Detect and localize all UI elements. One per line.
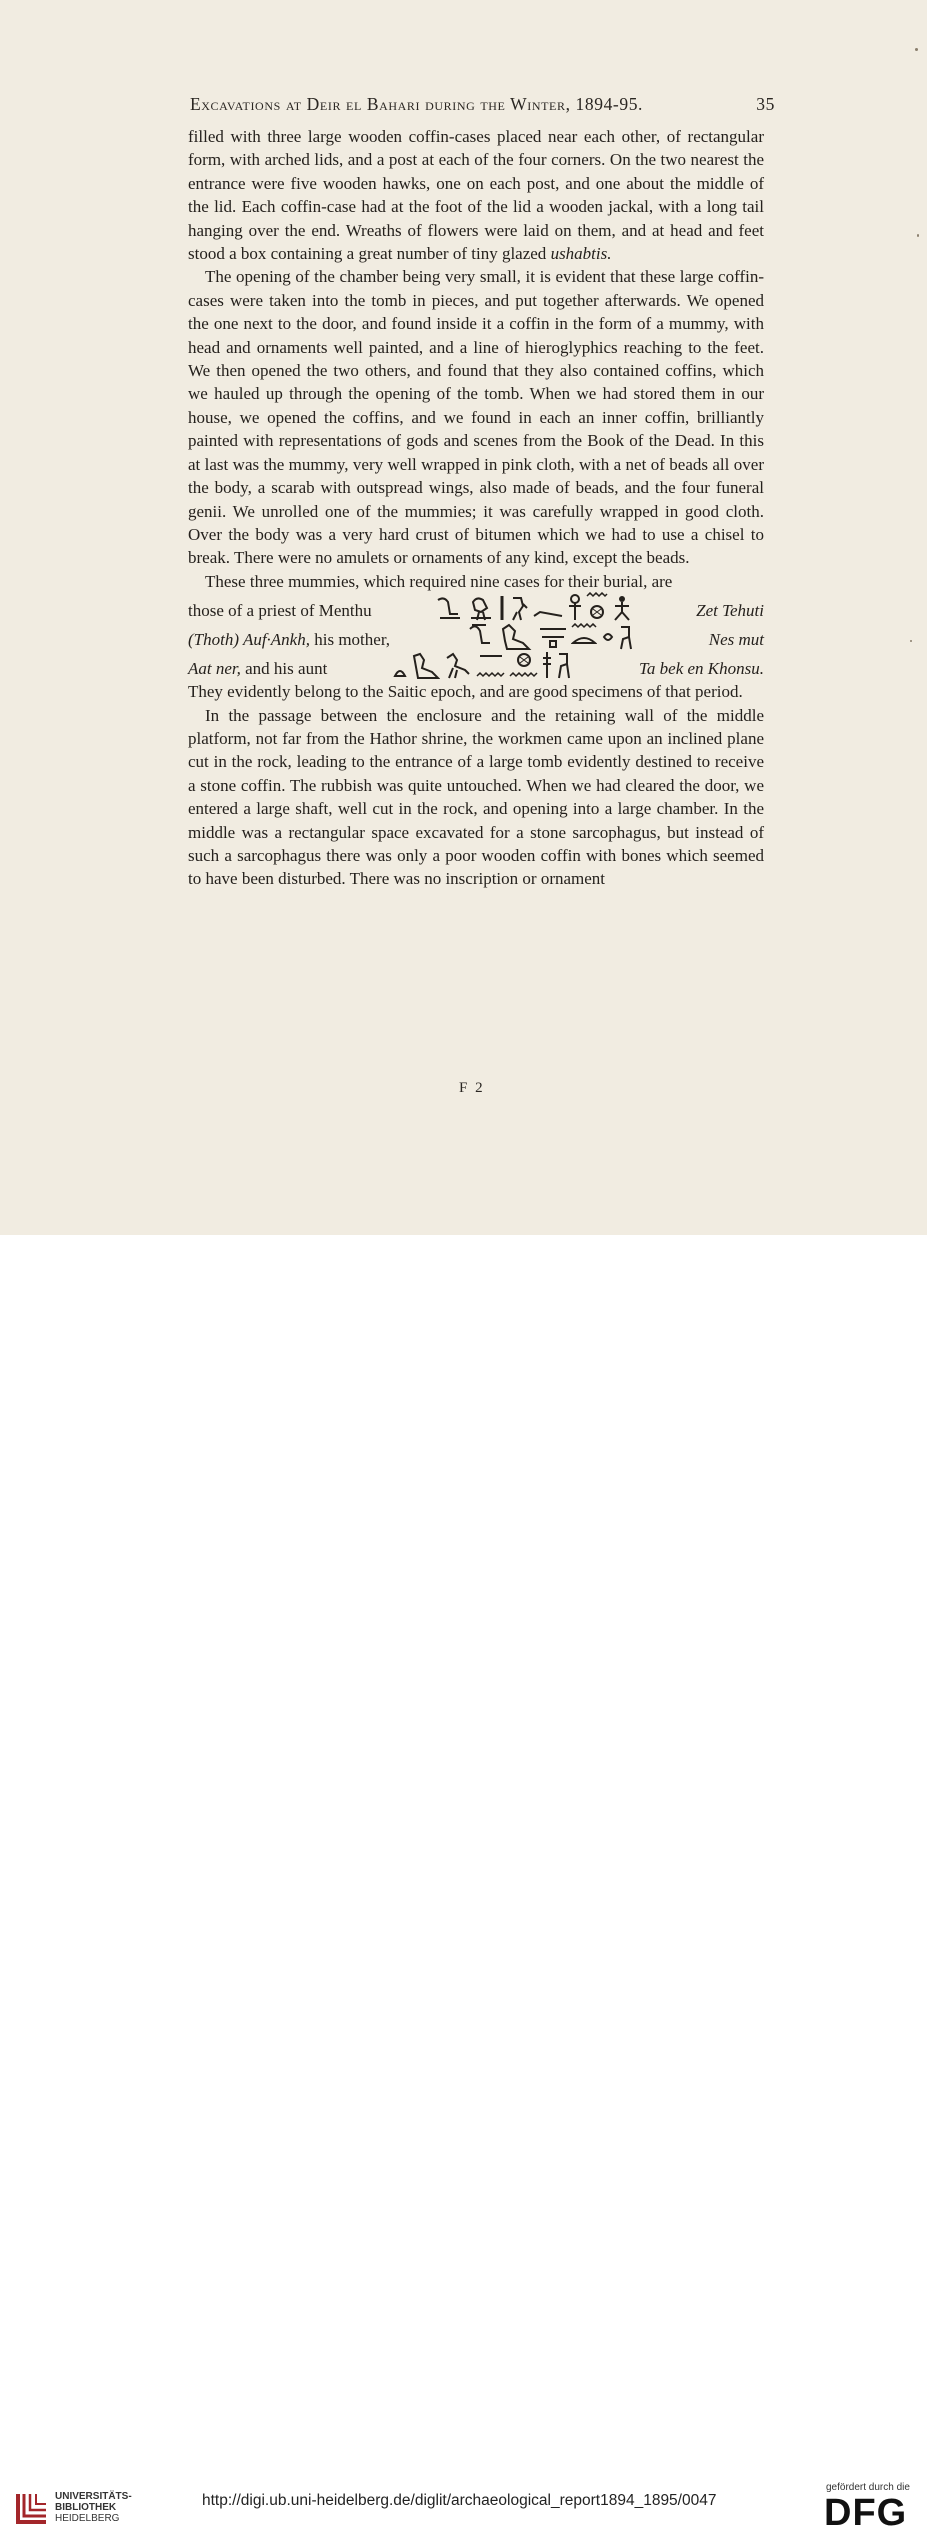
university-library-logo-icon [14, 2490, 50, 2526]
paragraph-1 [188, 125, 764, 265]
paragraph-4: In the passage between the enclosure and the retaining wall of the middle platform, not far from the Hathor shrine, the workmen came upon an inclined plane cut in the rock, leading to the entrance of a large tomb evidently destined to receive a stone coffin. The rubbish was quite untouched. When we had cleared the door, we entered a large shaft, well cut in the rock, and opening into a large chamber. In the middle was a rectangular space excavated for a stone sarcophagus, but instead of such a sarcophagus there was only a poor wooden coffin with bones which seemed to have been disturbed. There was no inscription or ornament [188, 705, 764, 889]
viewer-footer [0, 1235, 927, 2534]
scan-speck [910, 640, 912, 642]
hieroglyph-line-1-name: Zet Tehuti [696, 600, 764, 620]
scan-speck [915, 48, 918, 51]
paragraph-1-text: filled with three large wooden coffin-cases placed near each other, of rectangular form, with arched lids, and a post at each of the four corners. On the two nearest the entrance were five wooden hawks, one on each post, and one about the middle of the lid. Each coffin-case had at the foot of the lid a wooden jackal, with a long tail hanging over the end. Wreaths of flowers were laid on them, and at head and feet stood a box containing a great number of tiny glazed [188, 127, 764, 264]
permalink-url[interactable]: http://digi.ub.uni-heidelberg.de/diglit/archaeological_report1894_1895/0047 [202, 2492, 717, 2509]
hieroglyph-line-3-label-text: and his aunt [240, 658, 328, 678]
hieroglyph-line-2-label [188, 628, 390, 651]
library-name-line-1: UNIVERSITÄTS- [55, 2491, 132, 2502]
running-header-title: Excavations at Deir el Bahari during the Winter, 1894-95. [190, 94, 644, 114]
hieroglyph-line-3-name: Ta bek en Khonsu. [639, 658, 764, 678]
library-name-line-2: BIBLIOTHEK [55, 2502, 117, 2513]
funded-by-label: gefördert durch die [826, 2482, 910, 2493]
paragraph-3-intro: These three mummies, which required nine cases for their burial, are [205, 571, 673, 591]
hieroglyph-line-1-label: those of a priest of Menthu [188, 600, 372, 620]
hieroglyph-line-2-label-text: his mother, [309, 629, 391, 649]
hieroglyph-group-3-icon [327, 650, 639, 680]
scan-speck [917, 234, 919, 237]
hieroglyph-line-1 [188, 593, 764, 622]
hieroglyph-line-2-name: Nes mut [708, 629, 764, 649]
dfg-logo[interactable]: DFG [824, 2492, 908, 2534]
paragraph-3-end: They evidently belong to the Saitic epoch, and are good specimens of that period. [188, 682, 743, 702]
paragraph-1-italic: ushabtis. [550, 244, 612, 264]
page-number: 35 [756, 94, 775, 114]
hieroglyph-line-3-label [188, 657, 327, 680]
signature-mark: F 2 [459, 1080, 485, 1096]
hieroglyph-line-3 [188, 651, 764, 680]
hieroglyph-line-2 [188, 622, 764, 651]
hieroglyph-group-2-icon [390, 623, 709, 651]
scanned-page [0, 0, 927, 1235]
hieroglyph-line-2-label-italic: (Thoth) Auf·Ankh, [188, 629, 310, 649]
paragraph-2: The opening of the chamber being very small, it is evident that these large coffin-cases were taken into the tomb in pieces, and put together afterwards. We opened the one next to the door, and found inside it a coffin in the form of a mummy, with head and ornaments well painted, and a line of hieroglyphics reaching to the feet. We then opened the two others, and found that they also contained coffins, which we hauled up through the opening of the tomb. When we had stored them in our house, we opened the coffins, and we found in each an inner coffin, brilliantly painted with representations of gods and scenes from the Book of the Dead. In this at last was the mummy, very well wrapped in pink cloth, with a net of beads all over the body, a scarab with outspread wings, also made of beads, and the four funeral genii. We unrolled one of the mummies; it was carefully wrapped in good cloth. Over the body was a very hard crust of bitumen which we had to use a chisel to break. There were no amulets or ornaments of any kind, except the beads. [188, 267, 764, 568]
library-name-line-3: HEIDELBERG [55, 2513, 120, 2524]
running-header [190, 94, 775, 115]
university-library-name [55, 2491, 132, 2524]
hieroglyph-line-3-label-italic: Aat ner, [188, 658, 241, 678]
body-text [188, 125, 764, 891]
hieroglyph-group-1-icon [372, 592, 696, 622]
